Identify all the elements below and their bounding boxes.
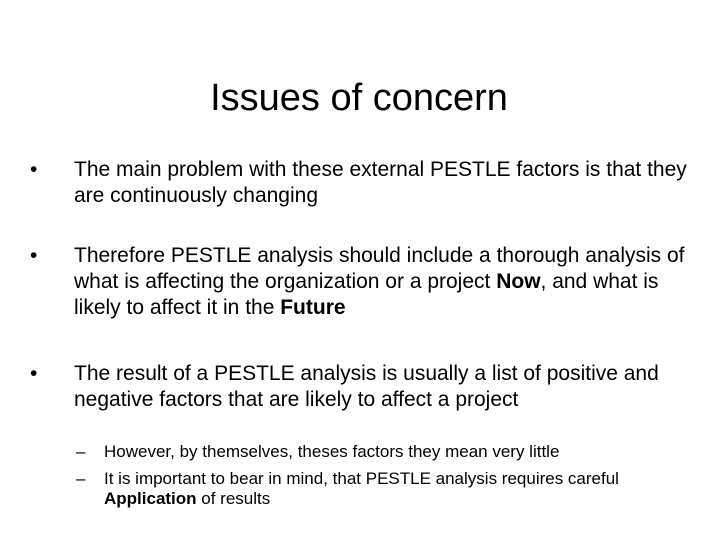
bullet-text: The result of a PESTLE analysis is usually a list of positive and negative factors that are likely to affect a project: [74, 362, 659, 411]
bullet-marker: •: [30, 244, 38, 267]
sub-bullet-item-2: [76, 469, 676, 509]
bullet-marker: •: [30, 158, 38, 181]
bullet-marker: •: [30, 362, 38, 385]
bullet-emphasis-future: Future: [280, 296, 346, 319]
sub-bullet-item-1: [76, 442, 676, 462]
bullet-text-part: , and what is likely to affect it in the: [74, 270, 659, 319]
sub-bullet-text: [104, 469, 664, 509]
bullet-text: The main problem with these external PESTLE factors is that they are continuously changing: [74, 158, 687, 207]
sub-bullet-text-part: of results: [196, 489, 271, 508]
bullet-item-2: [30, 243, 700, 321]
sub-bullet-marker: –: [76, 442, 86, 461]
slide-title-text: Issues of concern: [210, 77, 508, 119]
bullet-emphasis-now: Now: [496, 270, 541, 293]
sub-bullet-marker: –: [76, 469, 86, 488]
sub-bullet-text-part: It is important to bear in mind, that PESTLE analysis requires careful: [104, 469, 619, 488]
sub-bullet-text: However, by themselves, theses factors they mean very little: [104, 442, 560, 461]
bullet-text: [74, 243, 694, 321]
bullet-item-3: [30, 361, 700, 439]
bullet-item-1: [30, 157, 700, 209]
sub-bullet-emphasis-application: Application: [104, 489, 197, 508]
slide-title: [0, 76, 728, 120]
bullet-text-part: Therefore PESTLE analysis should include a thorough analysis of what is affecting the organization or a project: [74, 244, 685, 293]
